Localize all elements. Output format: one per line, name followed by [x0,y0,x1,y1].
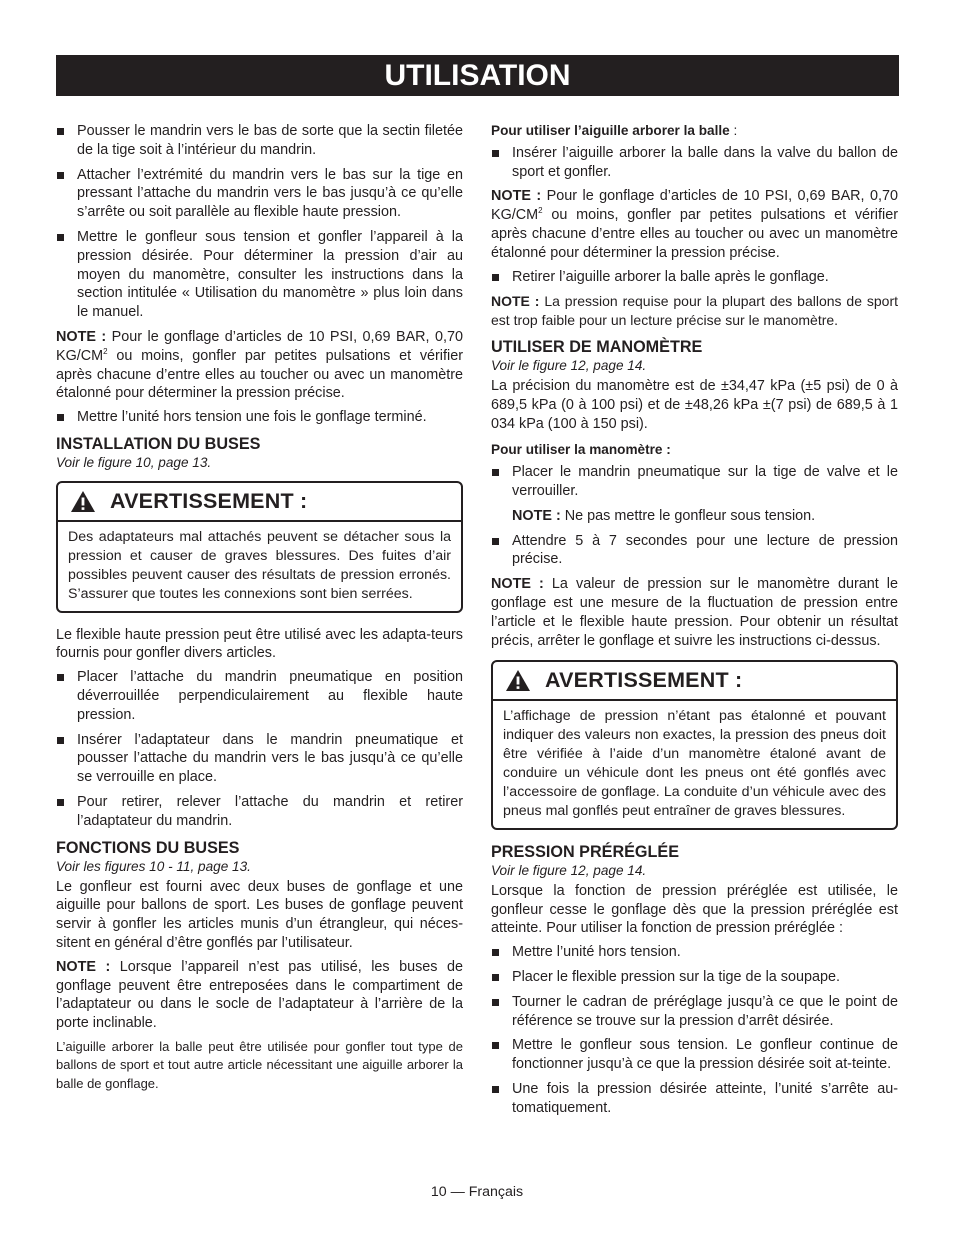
left-column [56,122,463,1098]
warning-box [491,660,898,829]
note-label: NOTE : [56,958,111,975]
figure-reference: Voir le figure 12, page 14. [491,357,647,373]
warning-title: AVERTISSEMENT : [110,489,308,514]
note-label: NOTE : [512,507,561,524]
warning-triangle-icon [505,669,531,692]
list-item: Placer le mandrin pneumatique sur la tige de valve et le verrouiller. [491,463,898,501]
list-item: Une fois la pression désirée atteinte, l’unité s’arrête au-tomatiquement. [491,1080,898,1118]
list-item: Insérer l’aiguille arborer la balle dans la valve du ballon de sport et gonfler. [491,144,898,182]
note-text: Ne pas mettre le gonfleur sous tension. [564,507,816,524]
section-heading: INSTALLATION DU BUSES [56,434,261,453]
figure-reference: Voir le figure 12, page 14. [491,862,647,878]
note-label: NOTE : [491,188,542,205]
section-heading: FONCTIONS DU BUSES [56,838,240,857]
warning-box [56,481,463,613]
list-item: Pour retirer, relever l’attache du mandrin et retirer l’adaptateur du mandrin. [56,793,463,831]
subheading [491,122,898,141]
figure-reference: Voir les figures 10 - 11, page 13. [56,858,251,874]
note-text: ou moins, gonfler par petites pulsations et vérifier après chacune d’entre elles au toucher ou avec un manomètre étalonné pour déterminer la pression précise. [56,347,463,402]
section-heading: PRESSION PRÉRÉGLÉE [491,842,679,861]
section-heading: UTILISER DE MANOMÈTRE [491,337,703,356]
subheading: Pour utiliser la manomètre : [491,442,671,458]
warning-title: AVERTISSEMENT : [545,668,743,693]
warning-header [58,483,461,516]
figure-reference: Voir le figure 10, page 13. [56,454,212,470]
paragraph: Lorsque la fonction de pression préréglée est utilisée, le gonfleur cesse le gonflage dès que la pression préréglée est atteinte. Pour utiliser la fonction de pression préréglée : [491,882,898,937]
warning-text: L’affichage de pression n’étant pas étalonné et pouvant indiquer des valeurs non exactes, la pression des pneus doit être vérifiée à l’aide d’un manomètre étaloné avant de conduire un véhicule dont les pneus ont été gonflés avec l’accessoire de gonflage. La conduite d’un véhicule avec des pneus mal gonflés peut entraîner de graves blessures. [503,708,886,819]
list-item: Tourner le cadran de préréglage jusqu’à ce que le point de référence se trouve sur la pression d’arrêt désirée. [491,993,898,1031]
list-item: Mettre le gonfleur sous tension et gonfler l’appareil à la pression désirée. Pour déterminer la pression d’air au moyen du manomètre, consulter les instructions dans la section intitulée « Utilisation du manomètre » plus loin dans le manuel. [56,228,463,322]
page-number: 10 — Français [430,1184,524,1200]
list-item: Mettre le gonfleur sous tension. Le gonfleur continue de fonctionner jusqu’à ce que la pression désirée soit at-teinte. [491,1036,898,1074]
note-text: La valeur de pression sur le manomètre durant le gonflage est une mesure de la fluctuation de pression entre l’article et le flexible haute pression. Pour obtenir un résultat précis, arrêter le gonflage et suivre les instructions ci-dessus. [491,576,899,649]
list-item: Mettre l’unité hors tension une fois le gonflage terminé. [56,408,463,427]
note-paragraph [56,328,463,403]
list-item: Placer l’attache du mandrin pneumatique en position déverrouillée perpendiculairement au flexible haute pression. [56,668,463,724]
paragraph: L’aiguille arborer la balle peut être utilisée pour gonfler tout type de ballons de sport et tout autre article nécessitant une aiguille arborer la balle de gonflage. [56,1038,463,1091]
warning-text: Des adaptateurs mal attachés peuvent se détacher sous la pression et causer de graves blessures. Des fuites d’air possibles peuvent causer des résultats de pression erronés. S’assurer que toutes les connexions sont bien serrées. [68,528,451,602]
note-label: NOTE : [56,328,107,345]
list-item: Mettre l’unité hors tension. [491,943,898,962]
list-item: Retirer l’aiguille arborer la balle après le gonflage. [491,268,898,287]
warning-triangle-icon [70,490,96,513]
subheading-text: Pour utiliser l’aiguille arborer la balle [491,123,730,138]
superscript: 2 [103,346,108,356]
page-title: UTILISATION [56,55,899,96]
paragraph: Le flexible haute pression peut être utilisé avec les adapta-teurs fournis pour gonfler divers articles. [56,626,463,662]
note-text: Lorsque l’appareil n’est pas utilisé, les buses de gonflage peuvent être entreposées dans le compartiment de l’adaptateur ou dans le socle de l’adaptateur à l’arrière de la porte inclinable. [56,958,463,1032]
note-paragraph [491,507,898,526]
note-paragraph [491,187,898,262]
superscript: 2 [538,206,543,216]
right-column [491,122,898,1124]
warning-header [493,662,896,695]
note-text: Pour le gonflage d’articles de 10 PSI, 0,69 BAR, 0,70 KG/CM [491,188,898,224]
list-item: Attacher l’extrémité du mandrin vers le bas sur la tige en pressant l’attache du mandrin vers le bas jusqu’à ce qu’elle s’arrête ou soit parallèle au flexible haute pression. [56,166,463,222]
list-item: Pousser le mandrin vers le bas de sorte que la sectin filetée de la tige soit à l’intérieur du mandrin. [56,122,463,160]
note-paragraph [56,958,463,1033]
list-item: Placer le flexible pression sur la tige de la soupape. [491,968,898,987]
note-label: NOTE : [491,576,544,593]
note-paragraph [491,292,898,330]
note-label: NOTE : [491,293,540,310]
paragraph: Le gonfleur est fourni avec deux buses de gonflage et une aiguille pour ballons de sport. Les buses de gonflage peuvent servir à gonfler les articles munis d’un étrangleur, qui néces-sitent en général d’être gonflés par l’utilisateur. [56,878,463,951]
paragraph: La précision du manomètre est de ±34,47 kPa (±5 psi) de 0 à 689,5 kPa (0 à 100 psi) et de ±48,26 kPa ±(7 psi) de 689,5 à 1 034 kPa (100 à 150 psi). [491,377,898,432]
note-text: ou moins, gonfler par petites pulsations et vérifier après chacune d’entre elles au toucher ou avec un manomètre étalonné pour déterminer la pression précise. [491,207,898,261]
list-item: Insérer l’adaptateur dans le mandrin pneumatique et pousser l’attache du mandrin vers le bas jusqu’à ce qu’elle se verrouille en place. [56,731,463,787]
note-paragraph [491,575,898,650]
subheading-suffix: : [729,123,738,138]
note-text: Pour le gonflage d’articles de 10 PSI, 0,69 BAR, 0,70 KG/CM [56,328,463,364]
note-text: La pression requise pour la plupart des ballons de sport est trop faible pour un lecture précise sur le manomètre. [491,293,898,329]
list-item: Attendre 5 à 7 secondes pour une lecture de pression précise. [491,532,898,570]
